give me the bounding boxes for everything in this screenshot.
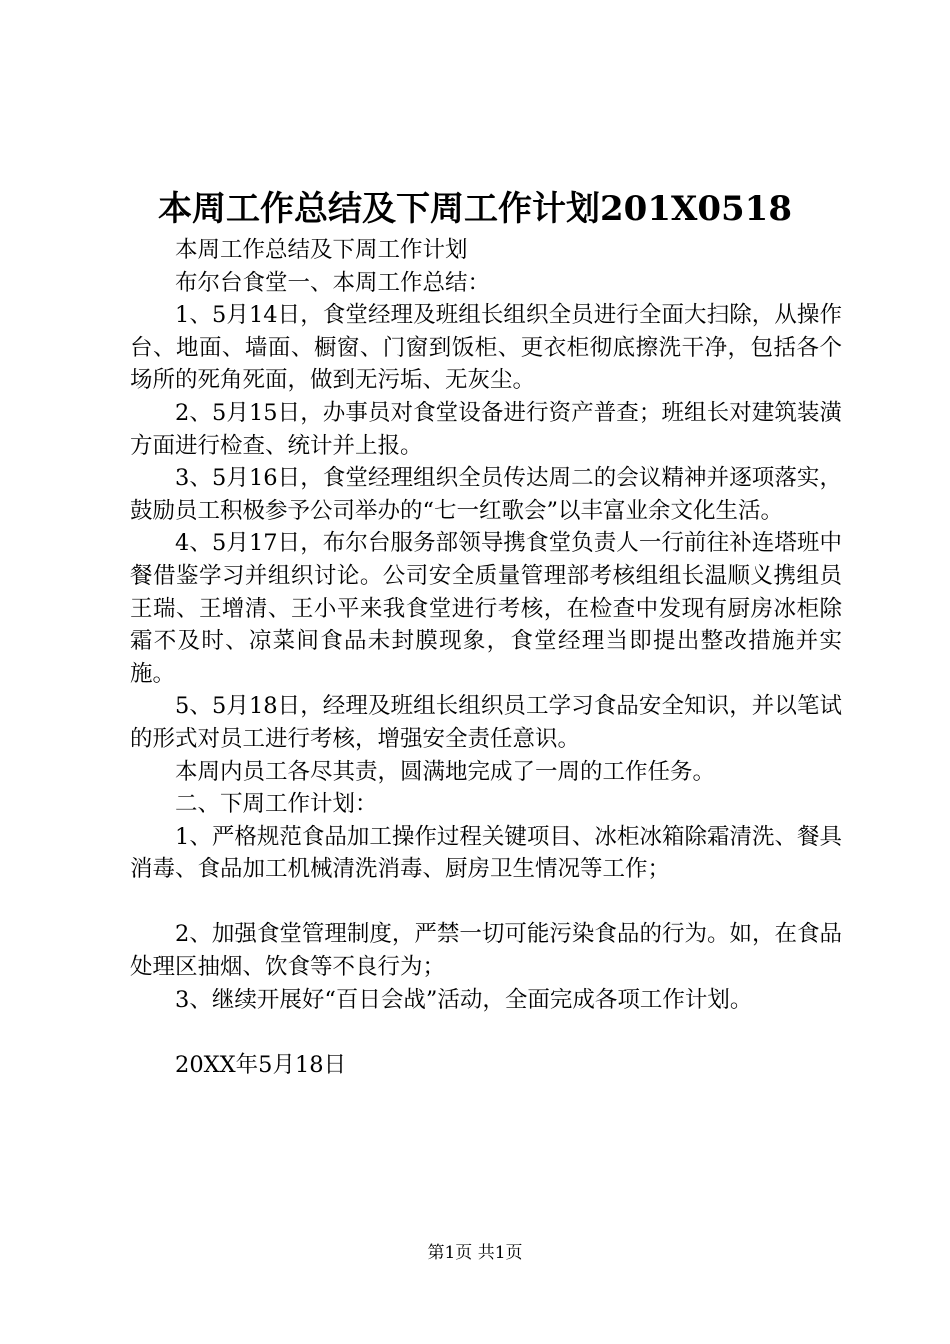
- document-date: 20XX年5月18日: [175, 1051, 347, 1078]
- page-footer: 第1页 共1页: [427, 1243, 523, 1263]
- blank-line: [130, 1016, 842, 1049]
- paragraph-item-2: 2、5月15日，办事员对食堂设备进行资产普查；班组长对建筑装潢方面进行检查、统计并上报。: [130, 399, 842, 459]
- paragraph-heading: 本周工作总结及下周工作计划: [175, 237, 468, 263]
- document-body: [130, 234, 842, 1081]
- paragraph-item-1: 1、5月14日，食堂经理及班组长组织全员进行全面大扫除，从操作台、地面、墙面、橱窗、门窗到饭柜、更衣柜彻底擦洗干净，包括各个场所的死角死面，做到无污垢、无灰尘。: [130, 302, 842, 394]
- paragraph-section-one: 布尔台食堂一、本周工作总结：: [175, 269, 491, 296]
- paragraph-item-4: 4、5月17日，布尔台服务部领导携食堂负责人一行前往补连塔班中餐借鉴学习并组织讨论。公司安全质量管理部考核组组长温顺义携组员王瑞、王增清、王小平来我食堂进行考核，在检查中发现有厨房冰柜除霜不及时、凉菜间食品未封膜现象，食堂经理当即提出整改措施并实施。: [130, 530, 842, 687]
- paragraph-item-3: 3、5月16日，食堂经理组织全员传达周二的会议精神并逐项落实，鼓励员工积极参予公司举办的“七一红歌会”以丰富业余文化生活。: [130, 465, 842, 524]
- paragraph-plan-2: 2、加强食堂管理制度，严禁一切可能污染食品的行为。如，在食品处理区抽烟、饮食等不良行为；: [130, 921, 842, 981]
- paragraph-item-5: 5、5月18日，经理及班组长组织员工学习食品安全知识，并以笔试的形式对员工进行考核，增强安全责任意识。: [130, 693, 842, 752]
- blank-line: [130, 886, 842, 919]
- paragraph-plan-1: 1、严格规范食品加工操作过程关键项目、冰柜冰箱除霜清洗、餐具消毒、食品加工机械清洗消毒、厨房卫生情况等工作；: [130, 823, 842, 883]
- paragraph-section-two: 二、下周工作计划：: [175, 791, 378, 818]
- paragraph-summary: 本周内员工各尽其责，圆满地完成了一周的工作任务。: [175, 758, 716, 785]
- paragraph-plan-3: 3、继续开展好“百日会战”活动，全面完成各项工作计划。: [175, 986, 753, 1013]
- document-title: 本周工作总结及下周工作计划201X0518: [158, 189, 792, 229]
